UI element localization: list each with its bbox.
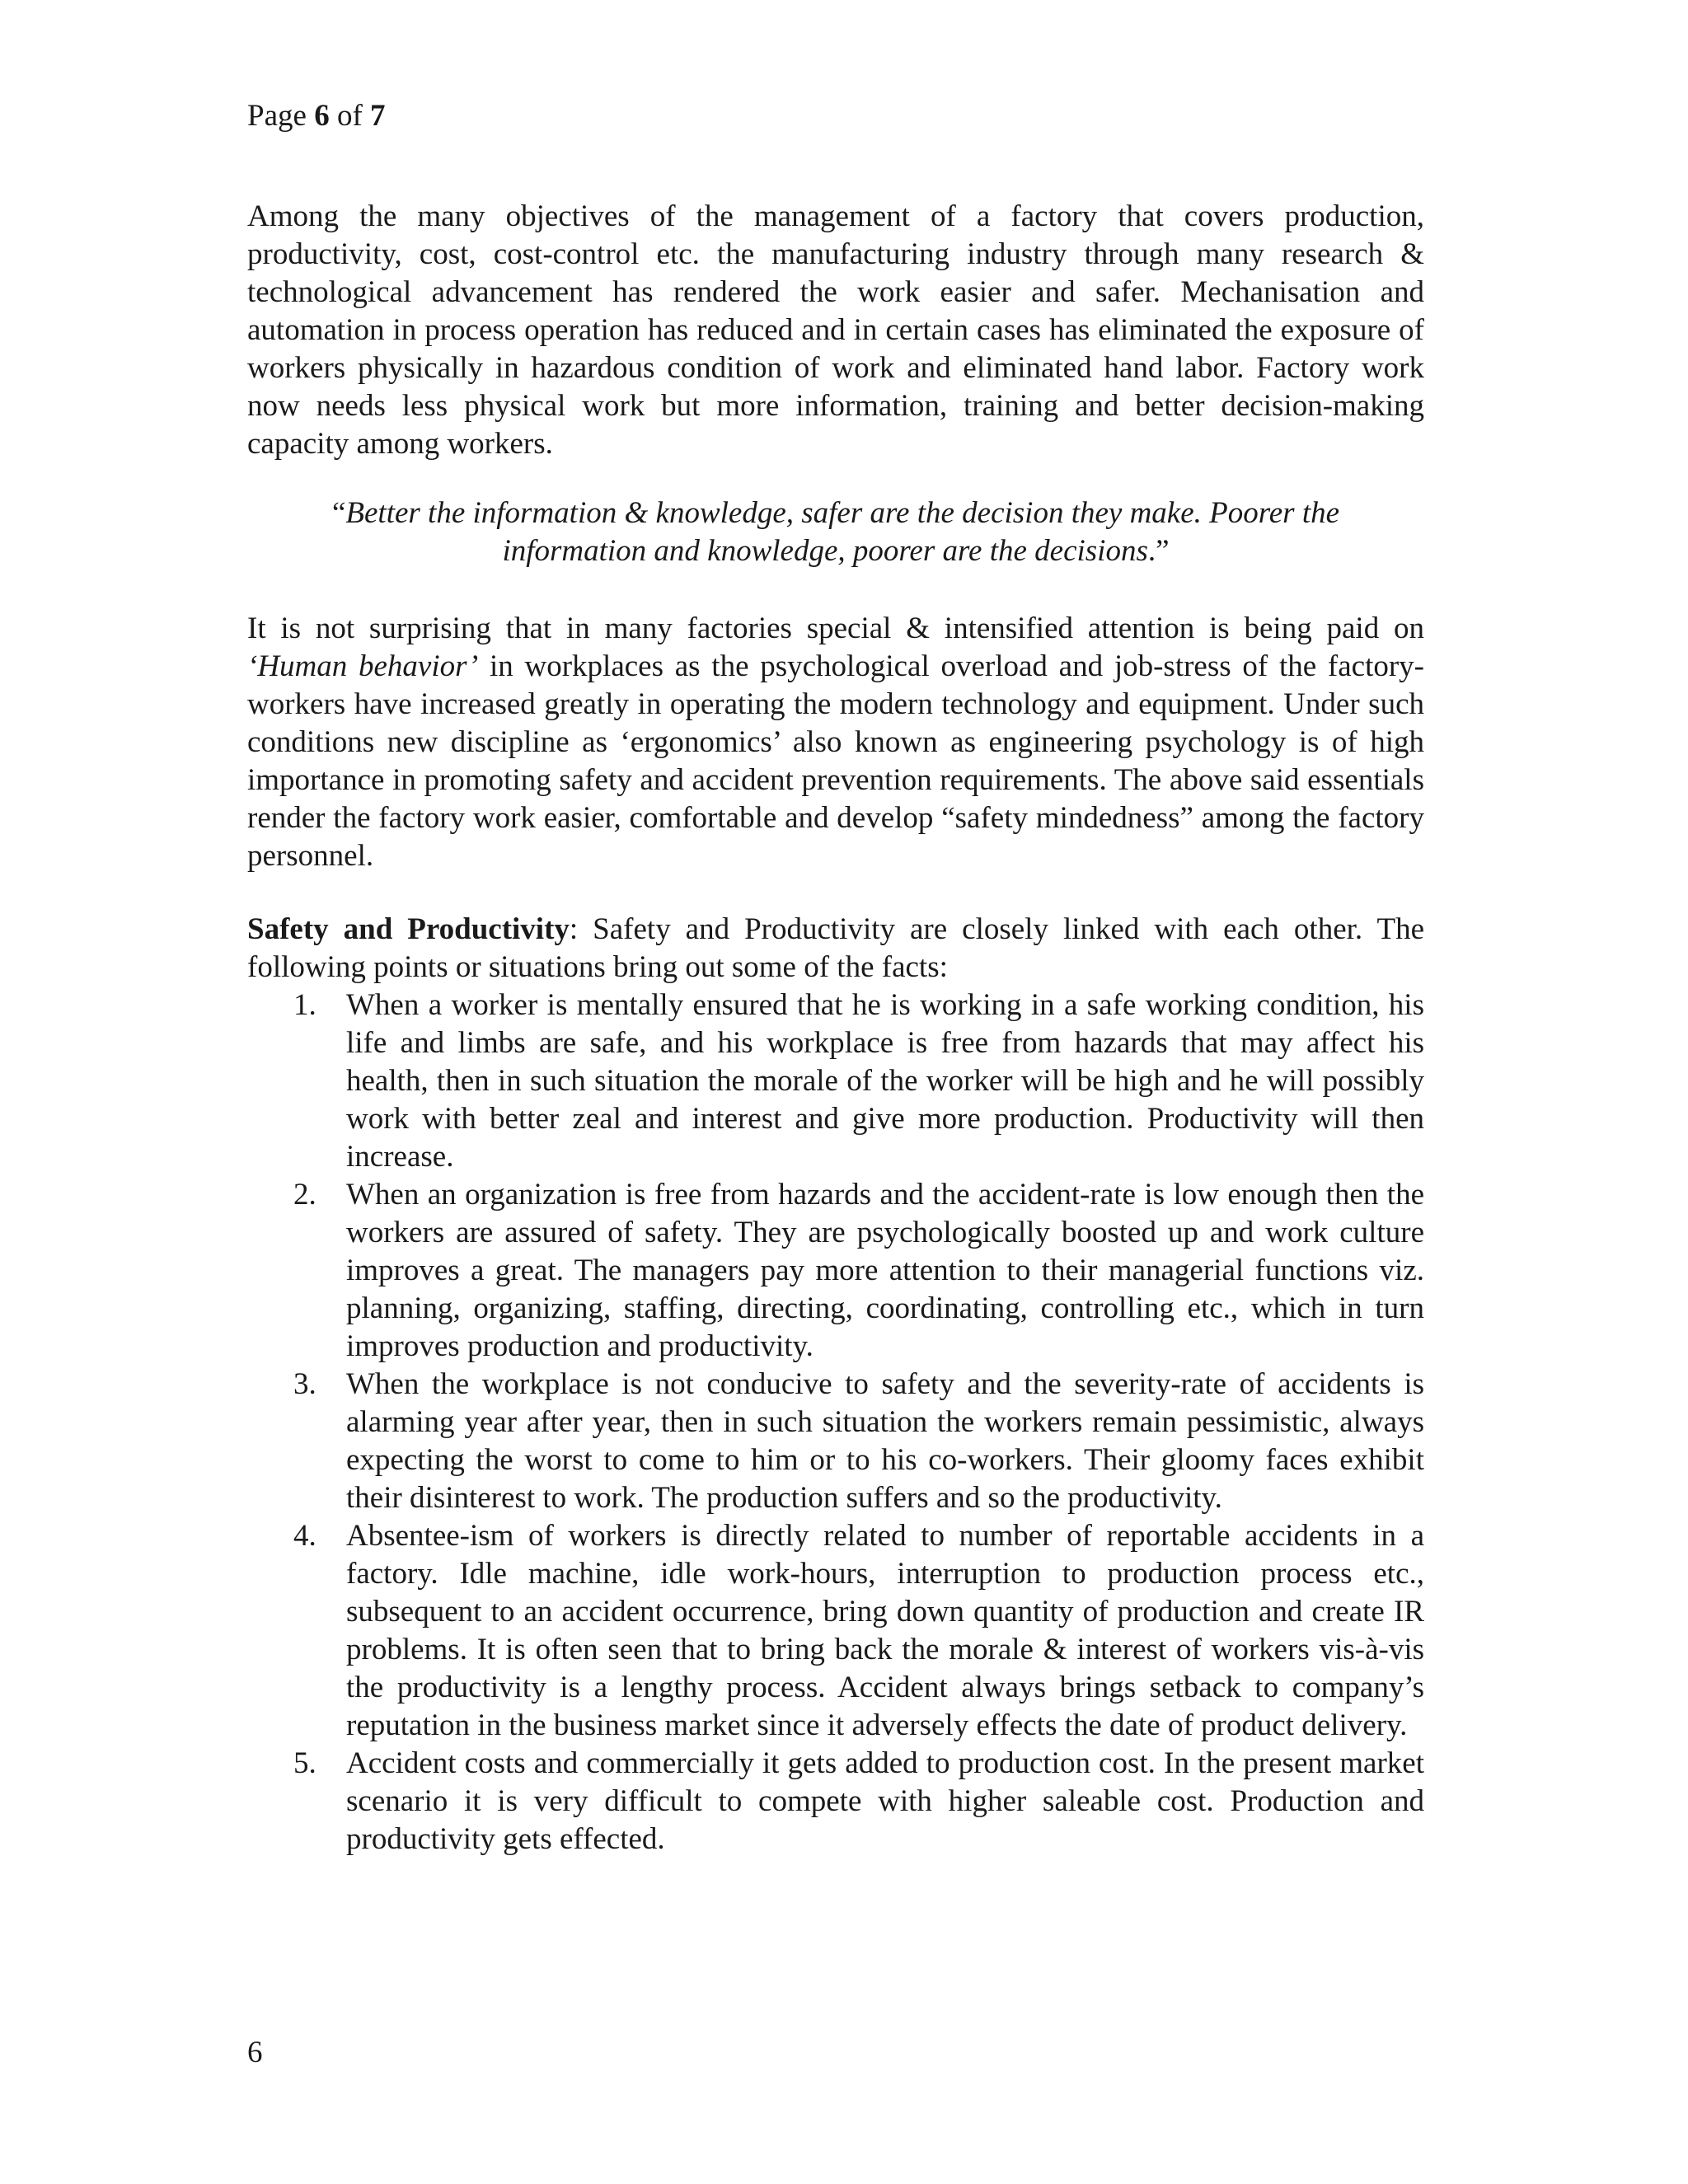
footer-page-number: 6 [247, 2036, 263, 2069]
list-item [247, 1745, 1424, 1858]
section-intro-text: : Safety and Productivity are closely linked with each other. The following points or situations bring out some of the facts: [247, 912, 1424, 984]
list-item-number: 1. [293, 988, 316, 1022]
paragraph2-italic: ‘Human behavior’ [247, 649, 479, 683]
quote-text: Better the information & knowledge, safer are the decision they make. Poorer the information and knowledge, poorer are the decisions [345, 496, 1340, 568]
facts-list [247, 987, 1424, 1858]
paragraph2-before: It is not surprising that in many factories special & intensified attention is being paid on [247, 612, 1424, 645]
list-item [247, 1517, 1424, 1745]
list-item-text: When an organization is free from hazards and the accident-rate is low enough then the workers are assured of safety. They are psychologically boosted up and work culture improves a great. The managers pay more attention to their managerial functions viz. planning, organizing, staffing, directing, coordinating, controlling etc., which in turn improves production and productivity. [346, 1178, 1424, 1363]
section-intro [247, 911, 1424, 987]
header-total-pages: 7 [370, 99, 386, 133]
header-prefix: Page [247, 99, 315, 133]
list-item-number: 4. [293, 1519, 316, 1553]
list-item [247, 1176, 1424, 1366]
header-middle: of [329, 99, 371, 133]
list-item-text: Accident costs and commercially it gets added to production cost. In the present market scenario it is very difficult to compete with higher saleable cost. Production and productivity gets effected. [346, 1746, 1424, 1856]
list-item-text: When the workplace is not conducive to safety and the severity-rate of accidents is alarming year after year, then in such situation the workers remain pessimistic, always expecting the worst to come to him or to his co-workers. Their gloomy faces exhibit their disinterest to work. The production suffers and so the productivity. [346, 1367, 1424, 1515]
list-item-text: Absentee-ism of workers is directly related to number of reportable accidents in a factory. Idle machine, idle work-hours, interruption to production process etc., subsequent to an accident occurrence, bring down quantity of production and create IR problems. It is often seen that to bring back the morale & interest of workers vis-à-vis the productivity is a lengthy process. Accident always brings setback to company’s reputation in the business market since it adversely effects the date of product delivery. [346, 1519, 1424, 1742]
list-item [247, 1366, 1424, 1517]
list-item-number: 3. [293, 1367, 316, 1401]
quote-open-mark: “ [331, 496, 346, 530]
page-header [247, 97, 386, 135]
list-item-number: 5. [293, 1746, 316, 1780]
list-item [247, 987, 1424, 1176]
human-behavior-paragraph [247, 610, 1424, 875]
list-item-number: 2. [293, 1178, 316, 1212]
quote-close-mark: .” [1147, 534, 1170, 568]
section-heading: Safety and Productivity [247, 912, 570, 946]
list-item-text: When a worker is mentally ensured that he is working in a safe working condition, his life and limbs are safe, and his workplace is free from hazards that may affect his health, then in such situation the morale of the worker will be high and he will possibly work with better zeal and interest and give more production. Productivity will then increase. [346, 988, 1424, 1174]
quote-block [272, 494, 1400, 570]
intro-paragraph: Among the many objectives of the management of a factory that covers production, productivity, cost, cost-control etc. the manufacturing industry through many research & technological advancement has rendered the work easier and safer. Mechanisation and automation in process operation has reduced and in certain cases has eliminated the exposure of workers physically in hazardous condition of work and eliminated hand labor. Factory work now needs less physical work but more information, training and better decision-making capacity among workers. [247, 199, 1424, 461]
header-current-page: 6 [314, 99, 330, 133]
paragraph2-after: in workplaces as the psychological overload and job-stress of the factory-workers have increased greatly in operating the modern technology and equipment. Under such conditions new discipline as ‘ergonomics’ also known as engineering psychology is of high importance in promoting safety and accident prevention requirements. The above said essentials render the factory work easier, comfortable and develop “safety mindedness” among the factory personnel. [247, 649, 1424, 873]
